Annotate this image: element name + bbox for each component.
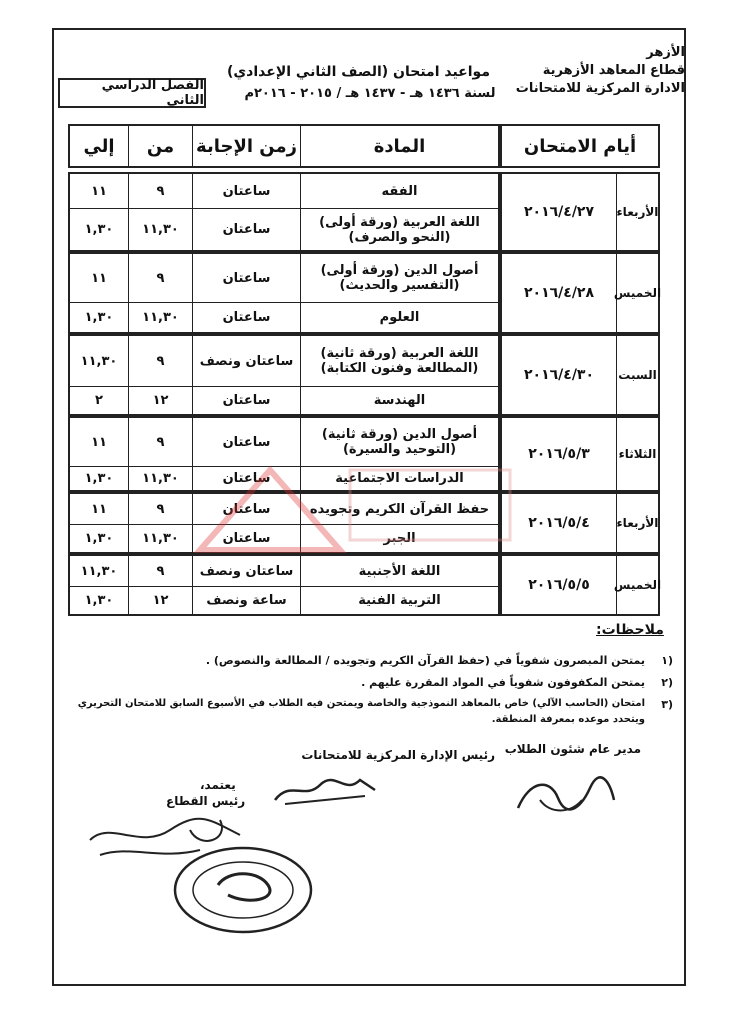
note-text: يمتحن المبصرون شفوياً في (حفظ القرآن الكريم وتجويده / المطالعة والنصوص) . [205,654,645,667]
note-text: يمتحن المكفوفون شفوياً في المواد المقررة عليهم . [361,676,645,689]
subject: اللغة العربية (ورقة ثانية) (المطالعة وفنون الكتابة) [320,346,479,376]
note-number: ١) [661,654,673,667]
end-time: ١,٣٠ [84,310,114,325]
duration: ساعتان [222,434,271,450]
org-line-2: قطاع المعاهد الأزهرية [542,63,685,78]
start-time: ٩ [156,434,165,450]
semester-box: الفصل الدراسي الثاني [58,78,206,108]
day-group-6 [500,554,660,616]
start-time: ١٢ [152,593,169,608]
subject: الدراسات الاجتماعية [335,471,464,486]
end-time: ١١ [91,501,107,517]
subject: التربية الفنية [358,593,441,608]
duration: ساعتان [222,531,271,546]
duration: ساعتان [222,222,271,237]
note-number: ٢) [661,676,673,689]
duration: ساعتان ونصف [199,563,294,579]
start-time: ١١,٣٠ [142,222,179,237]
day-name: السبت [618,367,657,382]
day-group-1 [500,172,660,252]
start-time: ٩ [156,501,165,517]
watermark-logo [190,450,520,560]
approval-label: يعتمد، [200,778,236,792]
subjects-group-6 [68,554,500,616]
subjects-group-1 [68,172,500,252]
subject: حفظ القرآن الكريم وتجويده [309,501,490,517]
day-name: الثلاثاء [618,446,657,461]
day-group-5 [500,492,660,554]
note-text-continued: ويتحدد موعده بمعرفة المنطقة. [491,714,645,725]
day-group-3 [500,334,660,416]
start-time: ١١,٣٠ [142,471,179,486]
exam-date: ٢٠١٦/٤/٣٠ [523,366,595,383]
signature-title-student-affairs: مدير عام شئون الطلاب [504,742,641,756]
exam-date: ٢٠١٦/٥/٣ [528,445,590,462]
start-time: ٩ [156,563,165,579]
start-time: ١٢ [152,393,169,408]
start-time: ٩ [156,270,165,286]
subject: العلوم [379,310,420,325]
day-name: الأربعاء [616,204,659,219]
header-columns-box [68,124,500,168]
day-name: الخميس [613,285,662,300]
duration: ساعتان [222,183,271,199]
header-duration: زمن الإجابة [196,135,297,157]
subjects-group-3 [68,334,500,416]
day-group-4 [500,416,660,492]
subject: الفقه [381,183,418,199]
notes-title: ملاحظات: [596,622,664,638]
start-time: ١١,٣٠ [142,310,179,325]
end-time: ٢ [95,393,103,408]
signature-exams-head [270,770,380,810]
end-time: ١,٣٠ [84,222,114,237]
subject: أصول الدين (ورقة ثانية) (التوحيد والسيرة) [321,427,478,457]
duration: ساعتان [222,501,271,517]
day-name: الأربعاء [616,515,659,530]
subject: الهندسة [373,393,426,408]
duration: ساعتان [222,310,271,325]
subject: أصول الدين (ورقة أولى) (التفسير والحديث) [320,263,479,293]
header-subject: المادة [373,135,426,157]
start-time: ١١,٣٠ [142,531,179,546]
document-title: مواعيد امتحان (الصف الثاني الإعدادي) [226,64,490,80]
header-from: من [146,135,175,157]
end-time: ١١,٣٠ [80,353,118,369]
end-time: ١١ [91,183,107,199]
header-to: إلي [83,135,115,157]
start-time: ٩ [156,183,165,199]
note-text: امتحان (الحاسب الآلي) خاص بالمعاهد النموذجية والخاصة ويمتحن فيه الطلاب في الأسبوع السابق للامتحان التحريري [77,698,645,709]
start-time: ٩ [156,353,165,369]
duration: ساعتان [222,270,271,286]
subjects-group-2 [68,252,500,334]
day-name: الخميس [613,577,662,592]
signature-title-exams-head: رئيس الإدارة المركزية للامتحانات [301,748,495,762]
exam-date: ٢٠١٦/٥/٥ [528,576,590,593]
signature-title-sector-head: رئيس القطاع [166,794,246,808]
subject: اللغة الأجنبية [358,563,441,579]
org-line-1: الأزهر [646,45,685,60]
academic-year: لسنة ١٤٣٦ هـ - ١٤٣٧ هـ / ٢٠١٥ - ٢٠١٦م [244,86,496,101]
exam-date: ٢٠١٦/٤/٢٧ [523,203,595,220]
subject: اللغة العربية (ورقة أولى) (النحو والصرف) [319,214,480,245]
end-time: ١,٣٠ [84,471,114,486]
duration: ساعتان [222,393,271,408]
end-time: ١١,٣٠ [80,563,118,579]
exam-date: ٢٠١٦/٥/٤ [528,514,590,531]
duration: ساعتان ونصف [199,353,294,369]
exam-date: ٢٠١٦/٤/٢٨ [523,284,595,301]
header-days: أيام الامتحان [523,135,637,157]
official-seal [168,840,318,940]
header-days-box [500,124,660,168]
duration: ساعتان [222,471,271,486]
signature-student-affairs [510,770,620,820]
note-number: ٣) [661,698,673,711]
day-group-2 [500,252,660,334]
end-time: ١,٣٠ [84,531,114,546]
duration: ساعة ونصف [206,593,287,608]
end-time: ١١ [91,270,107,286]
end-time: ١١ [91,434,107,450]
end-time: ١,٣٠ [84,593,114,608]
org-line-3: الادارة المركزية للامتحانات [515,81,685,96]
subject: الجبر [383,531,416,546]
